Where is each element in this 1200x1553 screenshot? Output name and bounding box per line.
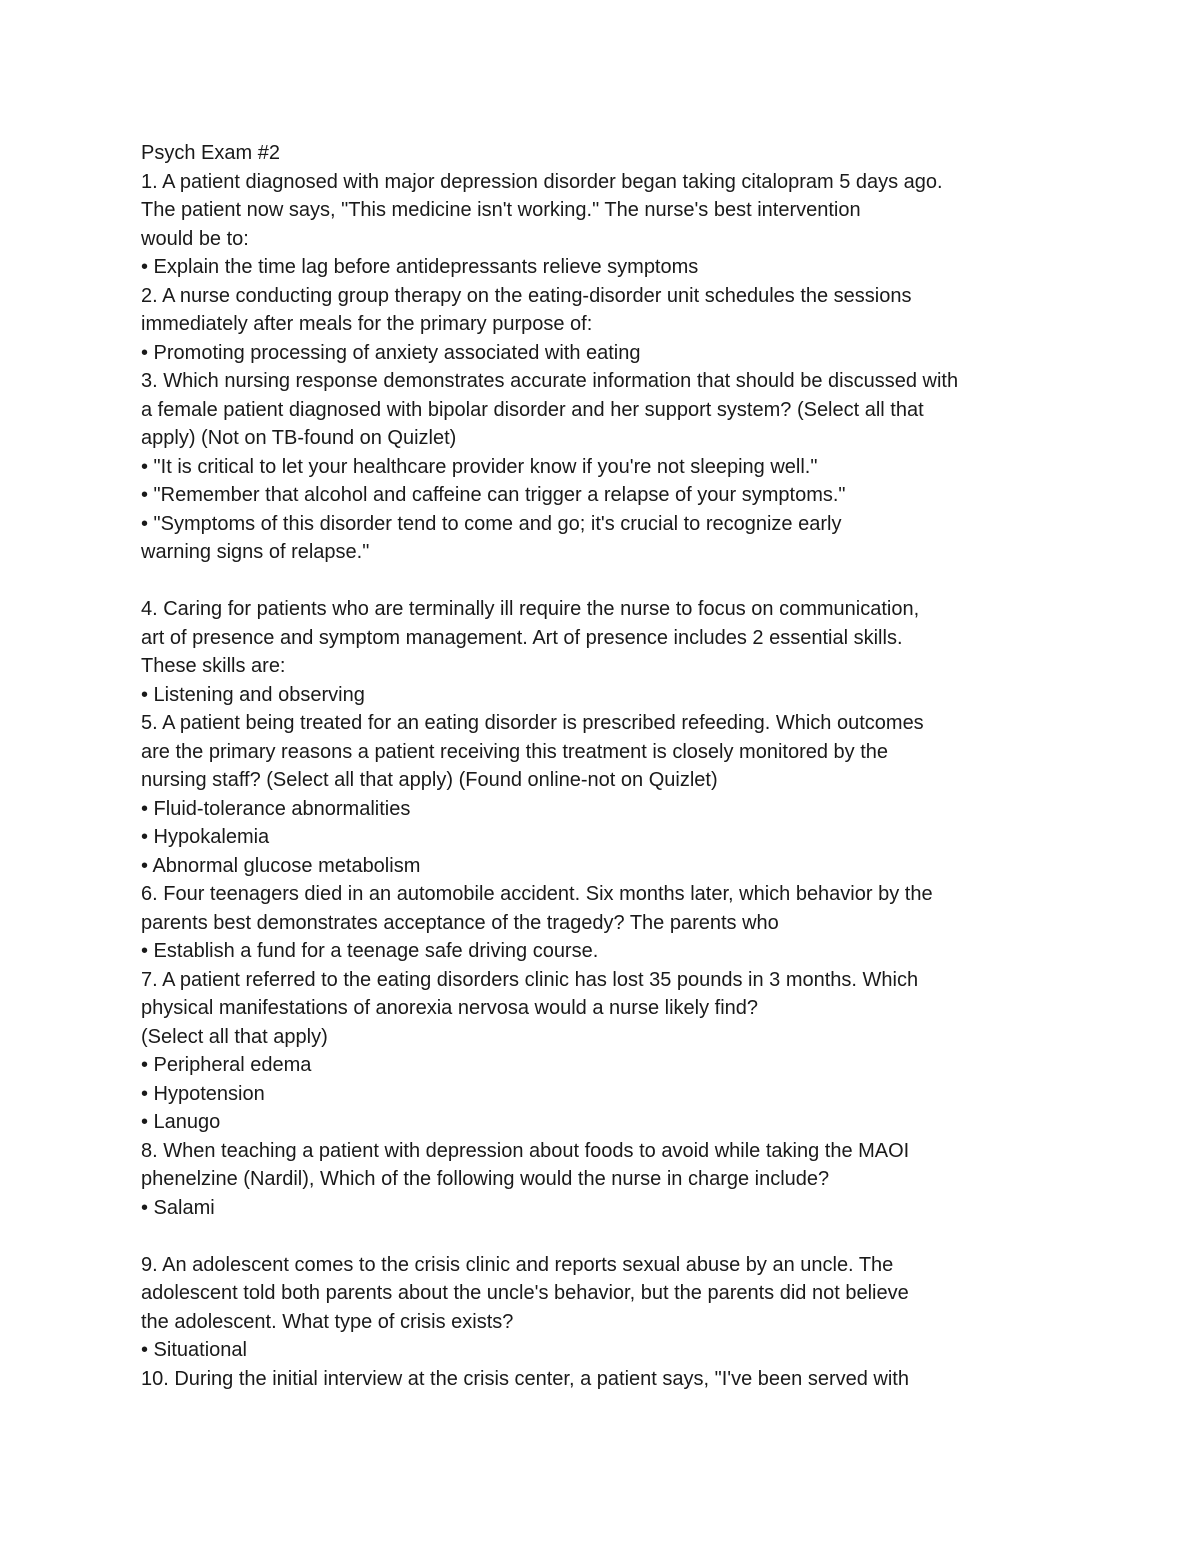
- question-text-line: immediately after meals for the primary purpose of:: [141, 313, 593, 335]
- question-text-line: are the primary reasons a patient receiving this treatment is closely monitored by the: [141, 740, 889, 763]
- question-text-line: 7. A patient referred to the eating disorders clinic has lost 35 pounds in 3 months. Which: [141, 968, 919, 991]
- question-text-line: art of presence and symptom management. Art of presence includes 2 essential skills.: [141, 626, 903, 649]
- question-text-line: 4. Caring for patients who are terminally ill require the nurse to focus on communication,: [141, 598, 920, 620]
- answer-bullet: • Lanugo: [141, 1111, 221, 1133]
- question-text-line: adolescent told both parents about the uncle's behavior, but the parents did not believe: [141, 1282, 909, 1304]
- question-text-line: physical manifestations of anorexia nervosa would a nurse likely find?: [141, 997, 759, 1019]
- question-text-line: would be to:: [141, 227, 249, 250]
- question-text-line: 6. Four teenagers died in an automobile accident. Six months later, which behavior by the: [141, 883, 933, 905]
- question-text-line: 2. A nurse conducting group therapy on the eating-disorder unit schedules the sessions: [141, 284, 912, 307]
- answer-bullet: • "Symptoms of this disorder tend to come and go; it's crucial to recognize early: [141, 512, 842, 535]
- question-text-line: (Select all that apply): [141, 1025, 328, 1048]
- answer-bullet: • Explain the time lag before antidepressants relieve symptoms: [141, 256, 699, 278]
- question-text-line: nursing staff? (Select all that apply) (Found online-not on Quizlet): [141, 769, 718, 791]
- answer-bullet: • Salami: [141, 1196, 215, 1219]
- answer-bullet: • Hypotension: [141, 1082, 265, 1105]
- question-text-line: The patient now says, "This medicine isn't working." The nurse's best intervention: [141, 199, 861, 221]
- question-text-line: the adolescent. What type of crisis exists?: [141, 1310, 514, 1333]
- answer-bullet: • "Remember that alcohol and caffeine can trigger a relapse of your symptoms.": [141, 484, 846, 506]
- question-text-line: warning signs of relapse.": [141, 541, 370, 563]
- answer-bullet: • Listening and observing: [141, 683, 365, 706]
- answer-bullet: • Establish a fund for a teenage safe driving course.: [141, 940, 599, 962]
- answer-bullet: • Hypokalemia: [141, 826, 270, 848]
- document-body: [141, 139, 1141, 1393]
- question-text-line: 8. When teaching a patient with depression about foods to avoid while taking the MAOI: [141, 1139, 910, 1162]
- question-text-line: These skills are:: [141, 655, 286, 677]
- question-text-line: a female patient diagnosed with bipolar disorder and her support system? (Select all that: [141, 398, 924, 421]
- answer-bullet: • Fluid-tolerance abnormalities: [141, 797, 411, 820]
- blank-line: [141, 1222, 1141, 1251]
- question-text-line: parents best demonstrates acceptance of the tragedy? The parents who: [141, 911, 779, 934]
- question-text-line: phenelzine (Nardil), Which of the following would the nurse in charge include?: [141, 1168, 830, 1190]
- answer-bullet: • Situational: [141, 1339, 247, 1361]
- answer-bullet: • "It is critical to let your healthcare provider know if you're not sleeping well.": [141, 455, 818, 478]
- question-text-line: apply) (Not on TB-found on Quizlet): [141, 427, 457, 449]
- question-text-line: 9. An adolescent comes to the crisis clinic and reports sexual abuse by an uncle. The: [141, 1253, 894, 1276]
- document-title: Psych Exam #2: [141, 142, 280, 164]
- question-text-line: 5. A patient being treated for an eating disorder is prescribed refeeding. Which outcomes: [141, 712, 924, 734]
- answer-bullet: • Peripheral edema: [141, 1054, 312, 1076]
- answer-bullet: • Abnormal glucose metabolism: [141, 854, 421, 877]
- answer-bullet: • Promoting processing of anxiety associated with eating: [141, 341, 641, 364]
- question-text-line: 1. A patient diagnosed with major depression disorder began taking citalopram 5 days ago.: [141, 170, 943, 193]
- blank-line: [141, 567, 1141, 596]
- question-text-line: 3. Which nursing response demonstrates accurate information that should be discussed with: [141, 370, 959, 392]
- question-text-line: 10. During the initial interview at the crisis center, a patient says, "I've been served with: [141, 1367, 909, 1390]
